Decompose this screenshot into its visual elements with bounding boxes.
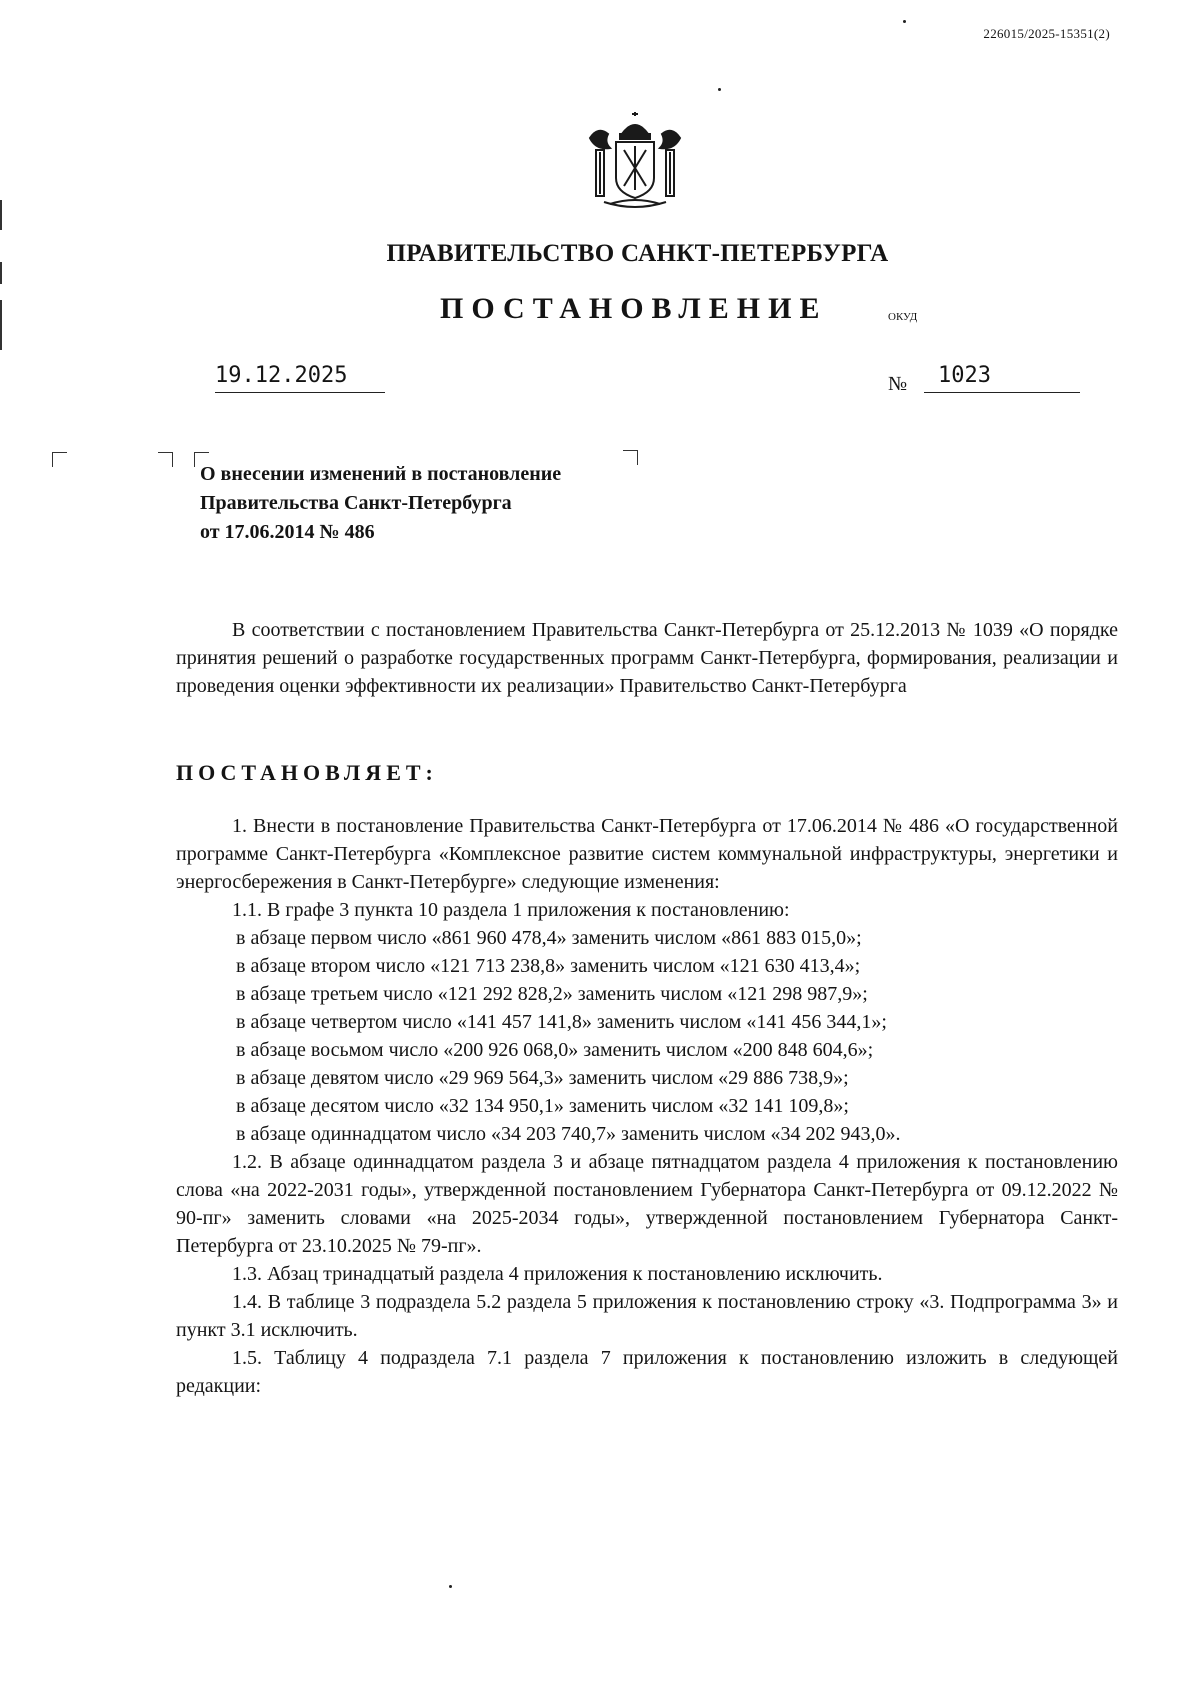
scan-edge-mark xyxy=(0,200,2,230)
subject-line: от 17.06.2014 № 486 xyxy=(200,521,375,543)
decree-subitem: в абзаце третьем число «121 292 828,2» заменить числом «121 298 987,9»; xyxy=(236,983,868,1005)
scan-speck xyxy=(718,88,721,91)
okud-label: ОКУД xyxy=(888,311,918,323)
decree-subitem: в абзаце девятом число «29 969 564,3» заменить числом «29 886 738,9»; xyxy=(236,1067,849,1089)
decree-subitem: в абзаце втором число «121 713 238,8» заменить числом «121 630 413,4»; xyxy=(236,955,861,977)
decree-item: 1.2. В абзаце одиннадцатом раздела 3 и абзаце пятнадцатом раздела 4 приложения к постановлению слова «на 2022-2031 годы», утвержденной постановлением Губернатора Санкт-Петербурга от 09.12.2022 № 90-пг» заменить словами «на 2025-2034 годы», утвержденной постановлением Губернатора Санкт-Петербурга от 23.10.2025 № 79-пг». xyxy=(176,1151,1118,1257)
corner-mark xyxy=(52,452,67,467)
decree-subitem: в абзаце восьмом число «200 926 068,0» заменить числом «200 848 604,6»; xyxy=(236,1039,874,1061)
scan-speck xyxy=(449,1585,452,1588)
decree-subitem: в абзаце первом число «861 960 478,4» заменить числом «861 883 015,0»; xyxy=(236,927,862,949)
decree-item: 1.5. Таблицу 4 подраздела 7.1 раздела 7 приложения к постановлению изложить в следующей редакции: xyxy=(176,1347,1118,1397)
government-title: ПРАВИТЕЛЬСТВО САНКТ-ПЕТЕРБУРГА xyxy=(386,240,889,267)
decree-items xyxy=(176,812,1118,1400)
decree-subitem: в абзаце десятом число «32 134 950,1» заменить числом «32 141 109,8»; xyxy=(236,1095,849,1117)
scan-speck xyxy=(903,20,906,23)
coat-of-arms-icon xyxy=(580,112,690,212)
decree-item: 1.1. В графе 3 пункта 10 раздела 1 приложения к постановлению: xyxy=(232,899,790,921)
scan-edge-mark xyxy=(0,300,2,350)
document-type: ПОСТАНОВЛЕНИЕ xyxy=(440,292,828,325)
decree-item: 1. Внести в постановление Правительства Санкт-Петербурга от 17.06.2014 № 486 «О государственной программе Санкт-Петербурга «Комплексное развитие систем коммунальной инфраструктуры, энергетики и энергосбережения в Санкт-Петербурге» следующие изменения: xyxy=(176,815,1118,893)
preamble-paragraph: В соответствии с постановлением Правительства Санкт-Петербурга от 25.12.2013 № 1039 «О порядке принятия решений о разработке государственных программ Санкт-Петербурга, формирования, реализации и проведения оценки эффективности их реализации» Правительство Санкт-Петербурга xyxy=(176,619,1118,697)
subject-line: О внесении изменений в постановление xyxy=(200,463,562,485)
document-date: 19.12.2025 xyxy=(215,363,385,393)
decree-item: 1.3. Абзац тринадцатый раздела 4 приложения к постановлению исключить. xyxy=(232,1263,883,1285)
corner-mark xyxy=(623,450,638,465)
document-registration-id: 226015/2025-15351(2) xyxy=(983,26,1110,41)
decree-item: 1.4. В таблице 3 подраздела 5.2 раздела 5 приложения к постановлению строку «3. Подпрограмма 3» и пункт 3.1 исключить. xyxy=(176,1291,1118,1341)
document-number: 1023 xyxy=(924,363,1080,393)
corner-mark xyxy=(158,452,173,467)
number-sign: № xyxy=(888,373,908,395)
subject-line: Правительства Санкт-Петербурга xyxy=(200,492,512,514)
decree-heading: ПОСТАНОВЛЯЕТ: xyxy=(176,760,438,785)
document-subject xyxy=(200,460,561,547)
decree-subitem: в абзаце четвертом число «141 457 141,8» заменить числом «141 456 344,1»; xyxy=(236,1011,887,1033)
decree-subitem: в абзаце одиннадцатом число «34 203 740,7» заменить числом «34 202 943,0». xyxy=(236,1123,901,1145)
